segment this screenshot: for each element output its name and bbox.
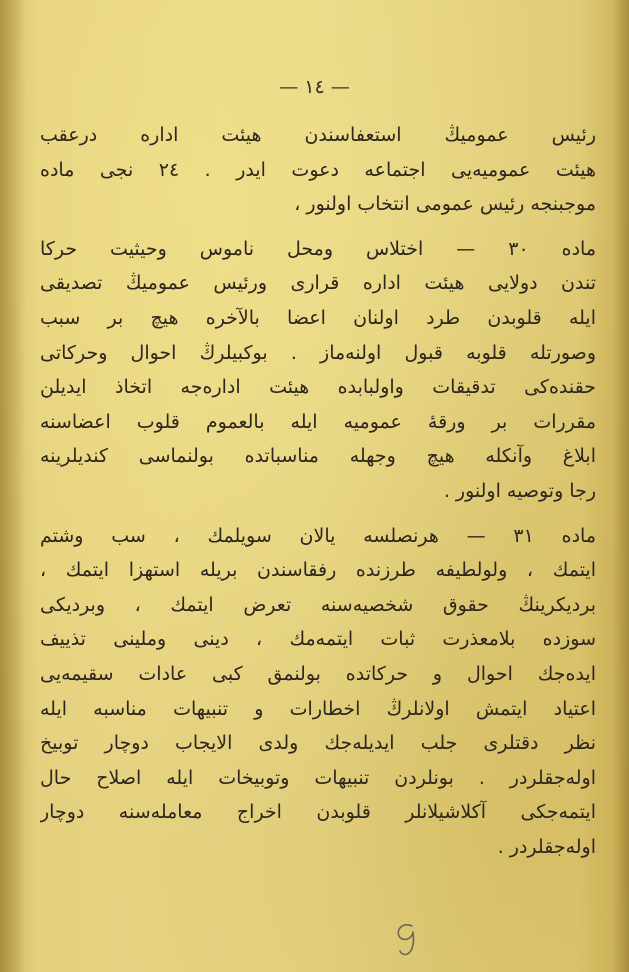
text-line: رئيس عموميڭ استعفاسندن هيئت اداره درعقب	[40, 124, 596, 146]
text-line: برديكرينڭ حقوق شخصيه‌سنه تعرض ايتمك ، وبرديكى	[40, 593, 596, 616]
text-line: ايتمك ، ولولطيفه طرزنده رفقاسندن بريله استهزا ايتمك ،	[40, 559, 596, 582]
article-30-heading-line: ماده ٣٠ — اختلاس ومحل ناموس وحيثيت حركا	[40, 237, 596, 260]
text-line: مقررات بر ورقهٔ عموميه ايله بالعموم قلوب اعضاسنه	[40, 410, 596, 433]
article-31-heading-line: ماده ٣١ — هرنصلسه يالان سويلمك ، سب وشتم	[40, 524, 596, 547]
text-line: سوزده بلامعذرت ثبات ايتمه‌مك ، دينى وملينى تذييف	[40, 628, 596, 651]
page-edge-shadow-left	[0, 0, 26, 972]
text-line: ايده‌جك احوال و حركاتده بولنمق كبى عادات سقيمه‌يى	[40, 662, 596, 685]
handwritten-pencil-mark	[392, 918, 422, 958]
text-line: هيئت عموميه‌يى اجتماعه دعوت ايدر . ٢٤ نجى ماده	[40, 158, 596, 181]
text-line: اعتياد ايتمش اولانلرڭ اخطارات و تنبيهات مناسبه ايله	[40, 697, 596, 720]
text-line: ايتمه‌جكى آكلاشيلانلر قلوبدن اخراج معامله‌سنه دوچار	[40, 801, 596, 824]
text-line: اوله‌جقلردر . بونلردن تنبيهات وتوبيخات ايله اصلاح حال	[40, 766, 596, 789]
body-text	[40, 118, 596, 864]
text-line: اوله‌جقلردر .	[497, 835, 596, 858]
text-line: رجا وتوصيه اولنور .	[443, 479, 596, 502]
text-line: نظر دقتلرى جلب ايديله‌جك ولدى الايجاب دوچار توبيخ	[40, 732, 596, 755]
text-line: ابلاغ وآنكله هيچ وجهله مناسباتده بولنماسى كنديلرينه	[40, 445, 596, 468]
text-line: تندن دولايى هيئت اداره قرارى ورئيس عموميڭ تصديقى	[40, 272, 596, 295]
text-line: وصورتله قلوبه قبول اولنه‌ماز . بوكبيلرڭ احوال وحركاتى	[40, 341, 596, 364]
page-edge-shadow-right	[613, 0, 629, 972]
text-line: موجبنجه رئيس عمومى انتخاب اولنور ،	[294, 193, 596, 216]
text-line: ايله قلوبدن طرد اولنان اعضا بالآخره هيچ بر سبب	[40, 306, 596, 329]
page-number: — ١٤ —	[279, 76, 350, 98]
text-line: حقنده‌كى تدقيقات واولبابده هيئت اداره‌جه اتخاذ ايديلن	[40, 376, 596, 399]
